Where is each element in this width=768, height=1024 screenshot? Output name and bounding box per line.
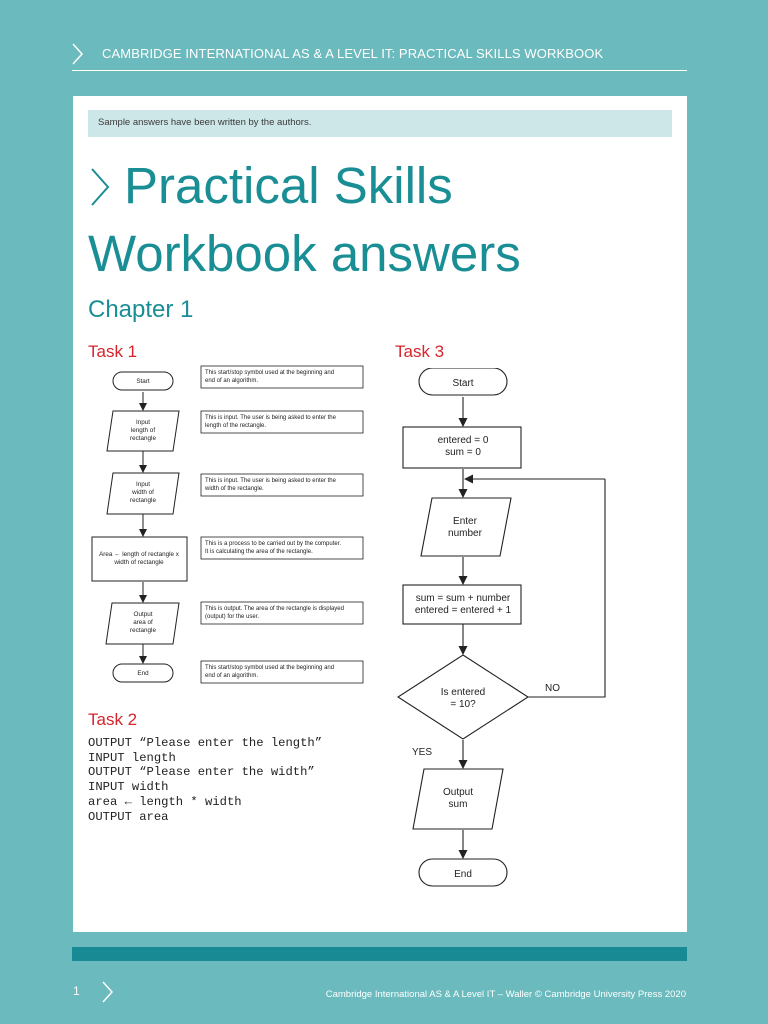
task3-output-line2: sum [448,799,468,810]
task1-input-length-line2: length of [130,427,156,434]
running-header: CAMBRIDGE INTERNATIONAL AS & A LEVEL IT: PRACTICAL SKILLS WORKBOOK [102,46,604,61]
chevron-right-icon [70,42,84,66]
chapter-heading: Chapter 1 [88,296,194,323]
task1-input-length-line1: Input [135,419,151,426]
document-page [73,96,687,932]
loop-back-line [528,479,605,697]
task1-start-text: Start [136,378,150,385]
task1-process-line1: Area ← length of rectangle x [99,551,179,558]
task1-desc-2a: This is input. The user is being asked to enter the [205,415,336,421]
task3-process-line1: sum = sum + number [415,593,511,604]
code-line: OUTPUT area [88,809,169,824]
task3-flowchart [393,368,633,898]
task1-output-line1: Output [133,611,153,618]
task3-input-line2: number [448,528,482,539]
task1-desc-1b: end of an algorithm. [205,378,259,384]
task1-desc-1a: This start/stop symbol used at the beginning and [205,370,335,376]
page-title-line-1: Practical Skills [124,157,453,214]
task1-desc-6a: This start/stop symbol used at the beginning and [205,665,335,671]
task1-desc-4a: This is a process to be carried out by the computer. [205,541,342,547]
no-label: NO [545,683,560,694]
task1-desc-6b: end of an algorithm. [205,673,259,679]
task1-input-width-line3: rectangle [130,497,156,504]
task2-heading: Task 2 [88,710,138,729]
code-line: OUTPUT “Please enter the width” [88,765,315,780]
chevron-right-icon [88,166,112,208]
task1-flowchart [73,356,373,696]
task3-start-text: Start [452,378,474,389]
chevron-right-icon [100,980,114,1004]
task1-heading: Task 1 [88,342,138,361]
task3-output-line1: Output [442,787,474,798]
task1-desc-2b: length of the rectangle. [205,423,267,429]
task1-input-length-line3: rectangle [130,435,156,442]
task1-output-line2: area of [133,619,153,626]
page-number: 1 [73,984,80,998]
task1-process-line2: width of rectangle [114,559,164,566]
task1-desc-4b: It is calculating the area of the rectangle. [205,549,313,555]
task1-desc-3b: width of the rectangle. [205,486,264,492]
task3-end-text: End [454,869,472,880]
input-symbol [421,498,511,556]
yes-label: YES [412,747,433,758]
footer-bar [72,947,687,961]
task1-desc-5a: This is output. The area of the rectangle is displayed [205,606,344,612]
code-line: OUTPUT “Please enter the length” [88,736,323,750]
code-line: area ← length * width [88,794,242,809]
task3-init-line1: entered = 0 [437,435,489,446]
task3-init-line2: sum = 0 [445,447,481,458]
sample-answers-note: Sample answers have been written by the authors. [88,110,672,137]
task1-output-line3: rectangle [130,627,156,634]
task1-input-width-line1: Input [135,481,151,488]
task1-input-width-line2: width of [132,489,154,496]
task1-desc-3a: This is input. The user is being asked to enter the [205,478,336,484]
page-title-line-2: Workbook answers [88,225,521,282]
task3-input-line1: Enter [453,516,477,527]
code-line: INPUT length [88,750,176,765]
task1-desc-5b: (output) for the user. [205,614,260,620]
task3-process-line2: entered = entered + 1 [414,605,512,616]
task3-decision-line2: = 10? [450,699,476,710]
task3-heading: Task 3 [395,342,445,361]
footer-copyright: Cambridge International AS & A Level IT – Waller © Cambridge University Press 2020 [325,989,686,1000]
task3-decision-line1: Is entered [440,687,486,698]
task1-end-text: End [137,670,149,677]
header-rule [72,70,687,71]
code-line: INPUT width [88,780,169,795]
task2-pseudocode [88,736,322,824]
